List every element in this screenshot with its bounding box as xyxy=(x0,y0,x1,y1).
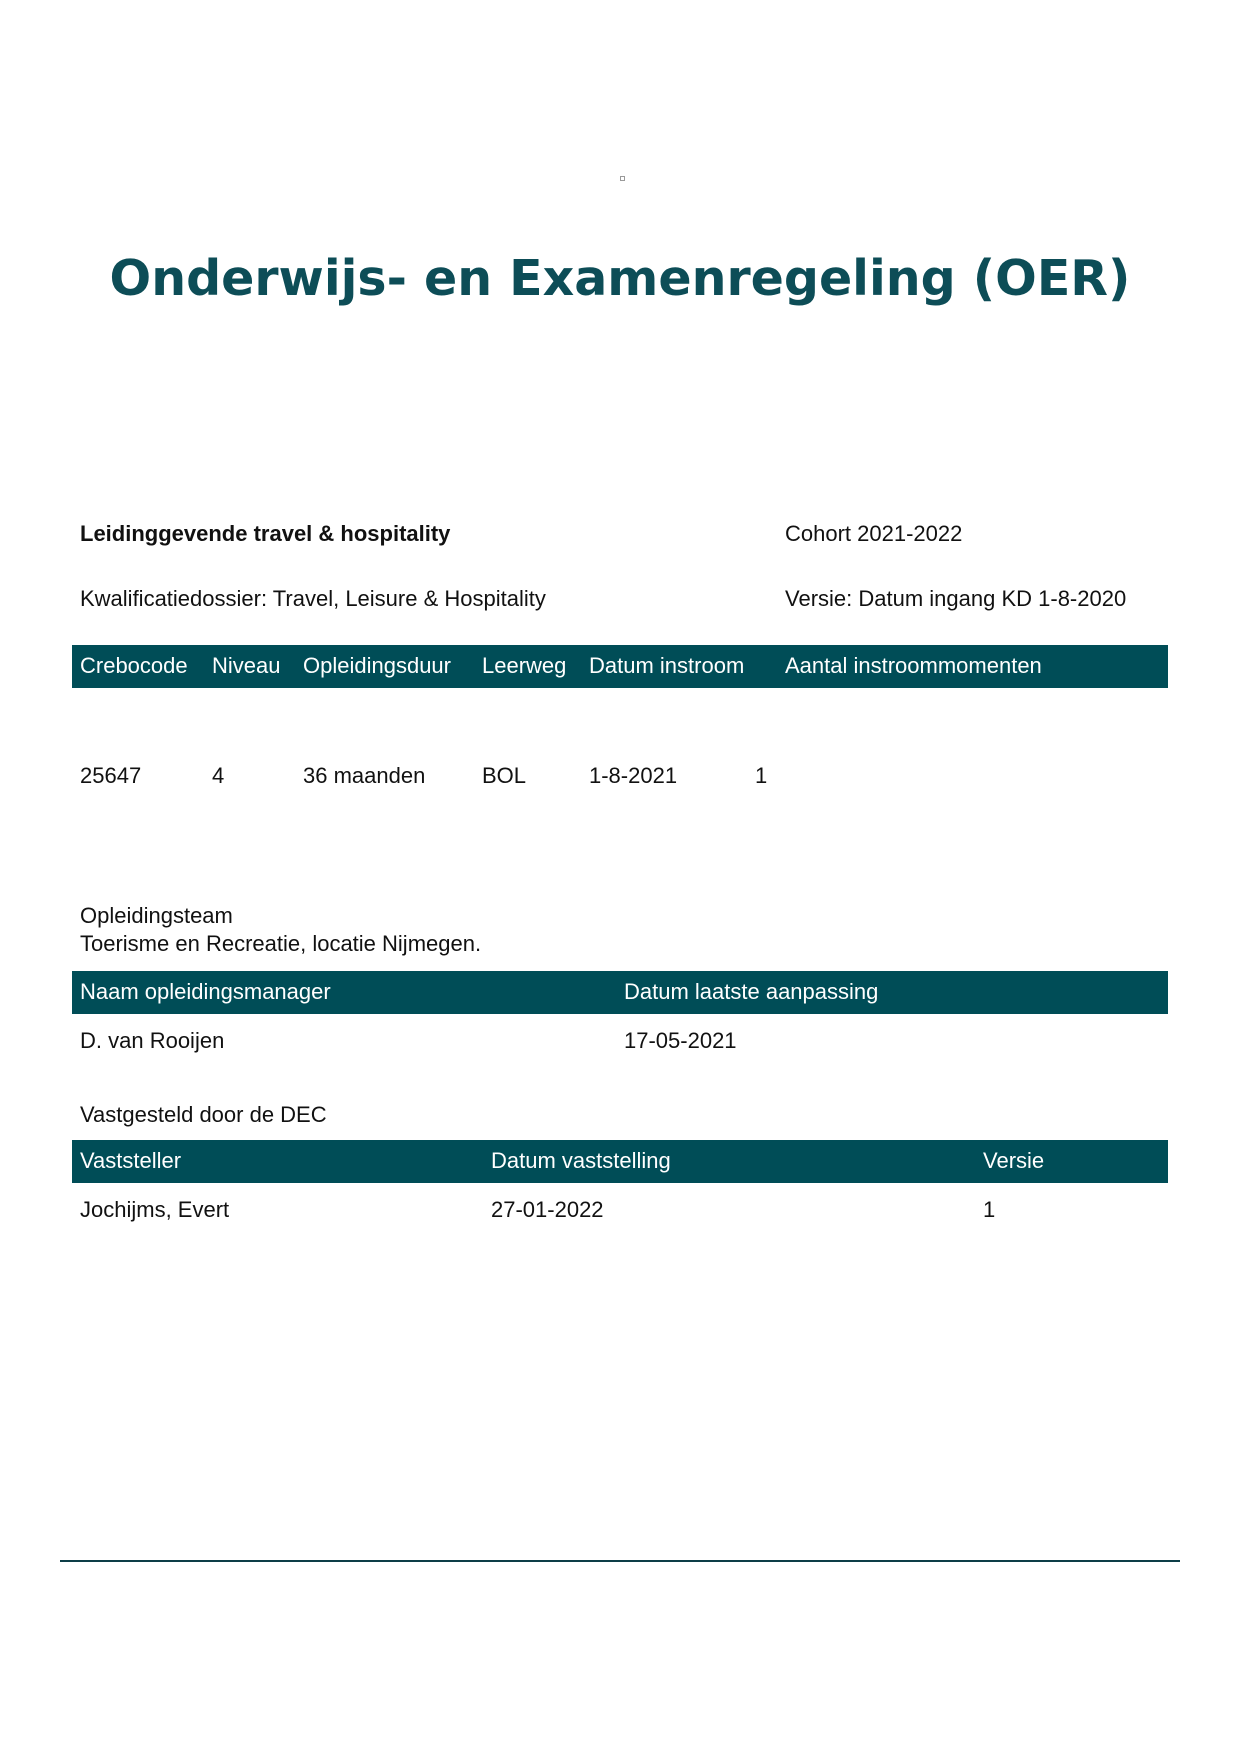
approval-label: Vastgesteld door de DEC xyxy=(80,1102,327,1127)
header-datum-laatste-aanpassing: Datum laatste aanpassing xyxy=(624,979,879,1004)
cell-datum-vaststelling: 27-01-2022 xyxy=(491,1197,604,1222)
header-niveau: Niveau xyxy=(212,653,281,678)
program-table-header xyxy=(72,645,1168,688)
cell-niveau: 4 xyxy=(212,763,225,788)
version-label: Versie: Datum ingang KD 1-8-2020 xyxy=(785,586,1127,611)
manager-table-header xyxy=(72,971,1168,1014)
cell-opleidingsduur: 36 maanden xyxy=(303,763,426,788)
image-placeholder-icon xyxy=(620,176,625,181)
header-versie: Versie xyxy=(983,1148,1045,1173)
cell-manager-name: D. van Rooijen xyxy=(80,1028,225,1053)
header-datum-vaststelling: Datum vaststelling xyxy=(491,1148,671,1173)
approval-table-header xyxy=(72,1140,1168,1183)
cell-crebocode: 25647 xyxy=(80,763,142,788)
cell-versie: 1 xyxy=(983,1197,996,1222)
cell-last-update: 17-05-2021 xyxy=(624,1028,737,1053)
page-title: Onderwijs- en Examenregeling (OER) xyxy=(109,250,1131,307)
header-datum-instroom: Datum instroom xyxy=(589,653,745,678)
header-vaststeller: Vaststeller xyxy=(80,1148,182,1173)
cell-leerweg: BOL xyxy=(482,763,527,788)
header-crebocode: Crebocode xyxy=(80,653,188,678)
dossier-label: Kwalificatiedossier: Travel, Leisure & Hospitality xyxy=(80,586,546,611)
header-aantal-instroommomenten: Aantal instroommomenten xyxy=(785,653,1042,678)
header-naam-opleidingsmanager: Naam opleidingsmanager xyxy=(80,979,331,1004)
cell-aantal-instroommomenten: 1 xyxy=(755,763,768,788)
cell-vaststeller: Jochijms, Evert xyxy=(80,1197,230,1222)
cell-datum-instroom: 1-8-2021 xyxy=(589,763,678,788)
cohort-label: Cohort 2021-2022 xyxy=(785,521,963,546)
team-label: Opleidingsteam xyxy=(80,903,233,928)
team-name: Toerisme en Recreatie, locatie Nijmegen. xyxy=(80,931,482,956)
header-opleidingsduur: Opleidingsduur xyxy=(303,653,451,678)
header-leerweg: Leerweg xyxy=(482,653,567,678)
program-name: Leidinggevende travel & hospitality xyxy=(80,521,451,546)
footer-divider xyxy=(60,1560,1180,1562)
